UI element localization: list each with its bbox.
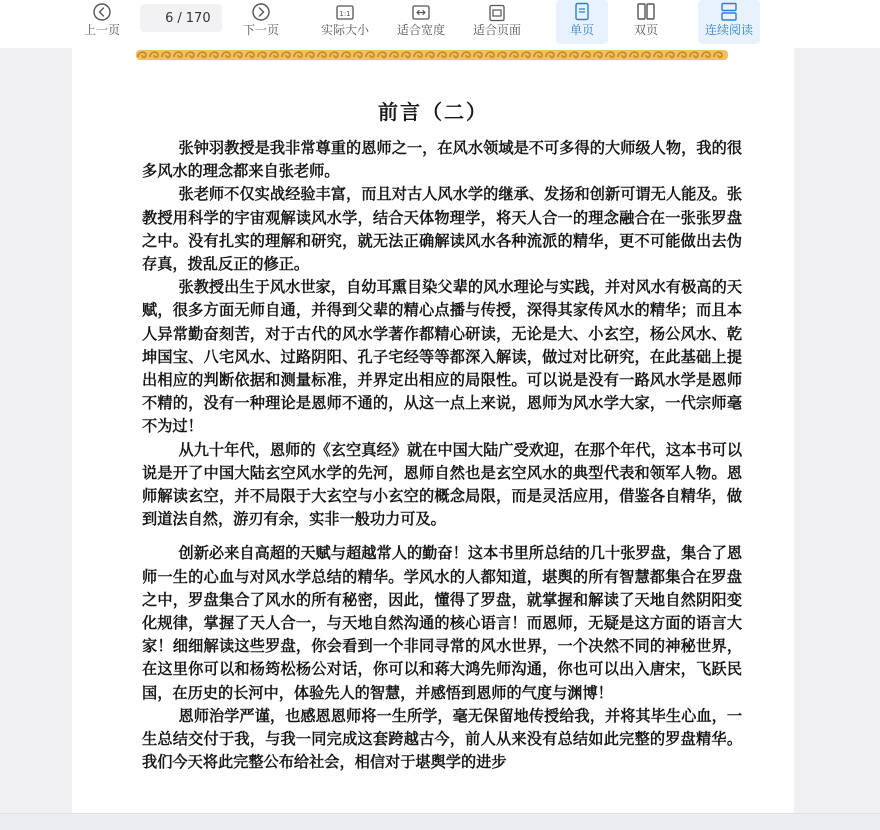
single-page-icon <box>573 2 591 22</box>
decorative-border-band <box>136 48 728 62</box>
single-page-button[interactable] <box>556 0 608 44</box>
fit-page-label: 适合页面 <box>472 23 521 37</box>
fit-width-icon <box>411 4 431 22</box>
double-page-label: 双页 <box>633 23 658 37</box>
document-body <box>142 137 742 774</box>
next-page-label: 下一页 <box>242 23 279 37</box>
paragraph-3: 张教授出生于风水世家，自幼耳熏目染父辈的风水理论与实践，并对风水有极高的天赋，很多方面无师自通，并得到父辈的精心点播与传授，深得其家传风水的精华；而且本人异常勤奋刻苦，对于古代的风水学著作都精心研读，无论是大、小玄空，杨公风水、乾坤国宝、八宅风水、过路阴阳、孔子宅经等等都深入解读，做过对比研究，在此基础上提出相应的判断依据和测量标准，并界定出相应的局限性。可以说是没有一路风水学是恩师不精的，没有一种理论是恩师不通的，从这一点上来说，恩师为风水学大家，一代宗师毫不为过！ <box>142 278 742 436</box>
document-page <box>72 48 794 830</box>
paragraph-2: 张老师不仅实战经验丰富，而且对古人风水学的继承、发扬和创新可谓无人能及。张教授用科学的宇宙观解读风水学，结合天体物理学，将天人合一的理念融合在一张张罗盘之中。没有扎实的理解和研究，就无法正确解读风水各种流派的精华，更不可能做出去伪存真，拨乱反正的修正。 <box>142 185 742 274</box>
continuous-reading-label: 连续阅读 <box>704 23 753 37</box>
single-page-label: 单页 <box>569 23 594 37</box>
viewer-toolbar <box>0 0 880 48</box>
total-pages: 170 <box>185 10 211 26</box>
paragraph-4: 从九十年代，恩师的《玄空真经》就在中国大陆广受欢迎，在那个年代，这本书可以说是开了中国大陆玄空风水学的先河，恩师自然也是玄空风水的典型代表和领军人物。恩师解读玄空，并不局限于大玄空与小玄空的概念局限，而是灵活应用，借鉴各自精华，做到道法自然，游刃有余，实非一般功力可及。 <box>142 440 742 529</box>
page-separator: / <box>177 10 182 26</box>
double-page-icon <box>636 2 656 22</box>
paragraph-1: 张钟羽教授是我非常尊重的恩师之一，在风水领域是不可多得的大师级人物，我的很多风水的理念都来自张老师。 <box>142 139 742 181</box>
paragraph-6: 恩师治学严谨，也感恩恩师将一生所学，毫无保留地传授给我，并将其毕生心血，一生总结交付于我，与我一同完成这套跨越古今，前人从来没有总结如此完整的罗盘精华。我们今天将此完整公布给社会，相信对于堪舆学的进步 <box>142 706 742 772</box>
fit-width-label: 适合宽度 <box>396 23 445 37</box>
fit-page-button[interactable] <box>468 0 526 44</box>
double-page-button[interactable] <box>620 0 672 44</box>
page-indicator <box>140 4 222 32</box>
chevron-left-circle-icon <box>92 2 112 22</box>
fit-width-button[interactable] <box>392 0 450 44</box>
continuous-reading-button[interactable] <box>698 0 760 44</box>
prev-page-label: 上一页 <box>83 23 120 37</box>
current-page-input[interactable] <box>151 11 173 26</box>
actual-size-label: 实际大小 <box>320 23 369 37</box>
continuous-reading-icon <box>719 2 739 22</box>
fit-page-icon <box>487 4 507 22</box>
actual-size-button[interactable] <box>316 0 374 44</box>
chevron-right-circle-icon <box>251 2 271 22</box>
next-page-button[interactable] <box>237 0 285 44</box>
actual-size-icon <box>335 4 355 22</box>
border-band-fill <box>136 50 728 60</box>
bottom-status-bar <box>0 813 880 830</box>
prev-page-button[interactable] <box>78 0 126 44</box>
page-title: 前言（二） <box>378 100 488 124</box>
svg-text:1:1: 1:1 <box>339 10 351 18</box>
paragraph-5: 创新必来自高超的天赋与超越常人的勤奋！这本书里所总结的几十张罗盘，集合了恩师一生的心血与对风水学总结的精华。学风水的人都知道，堪舆的所有智慧都集合在罗盘之中，罗盘集合了风水的所有秘密，因此，懂得了罗盘，就掌握和解读了天地自然阴阳变化规律，掌握了天人合一，与天地自然沟通的核心语言！而恩师，无疑是这方面的语言大家！细细解读这些罗盘，你会看到一个非同寻常的风水世界，一个决然不同的神秘世界，在这里你可以和杨筠松杨公对话，你可以和蒋大鸿先师沟通，你也可以出入唐宋，飞跃民国，在历史的长河中，体验先人的智慧，并感悟到恩师的气度与渊博！ <box>142 544 742 702</box>
